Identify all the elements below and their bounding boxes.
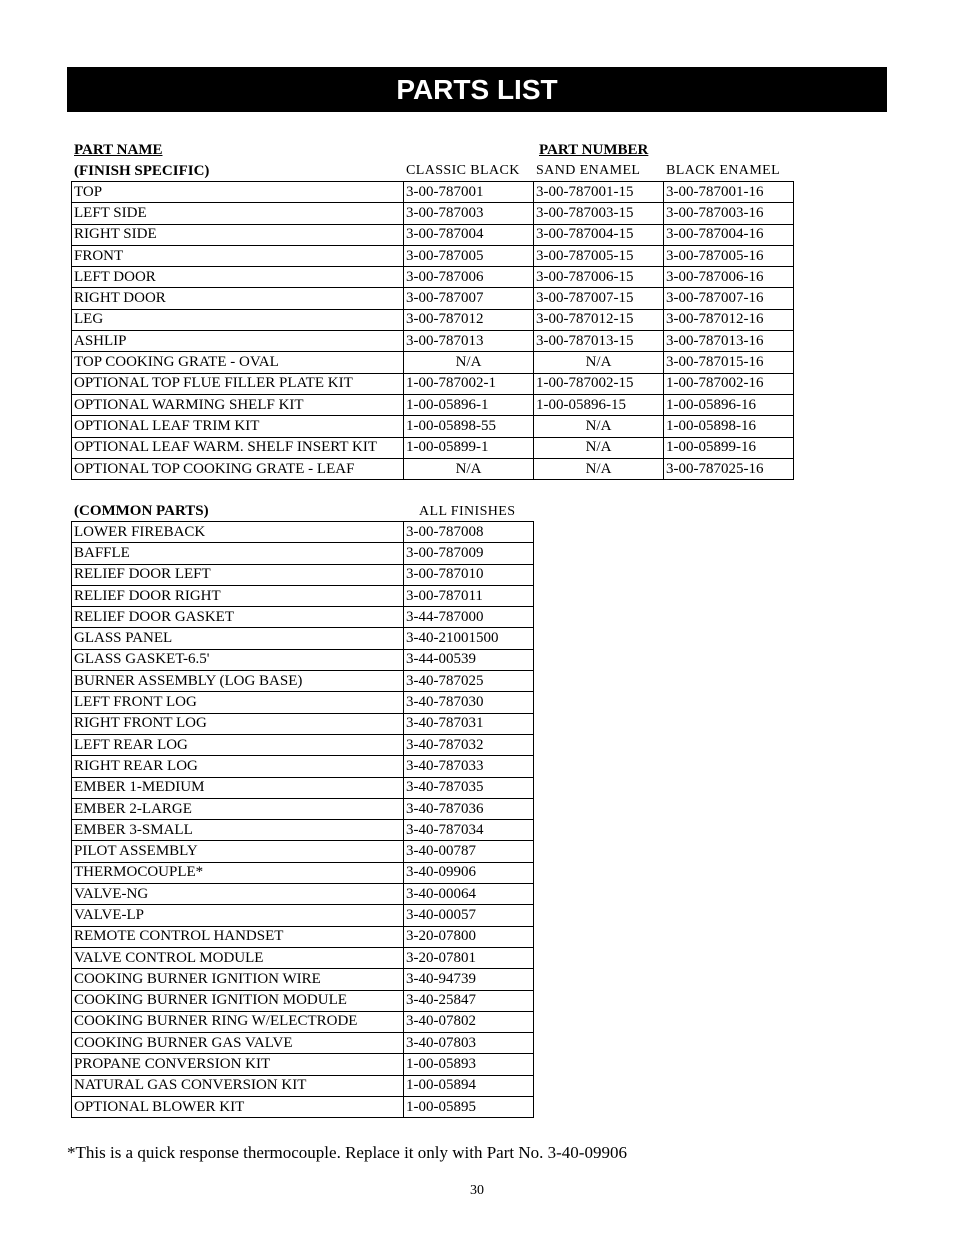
- part-number-cell: 3-00-787013-15: [534, 331, 664, 352]
- part-number-cell: 3-00-787011: [404, 585, 534, 606]
- part-name-cell: LEFT FRONT LOG: [72, 692, 404, 713]
- part-number-cell: 3-00-787013-16: [664, 331, 794, 352]
- part-name-cell: OPTIONAL TOP COOKING GRATE - LEAF: [72, 458, 404, 479]
- table-row: [72, 437, 794, 458]
- table-row: [72, 331, 794, 352]
- table-row: [72, 224, 794, 245]
- part-number-cell: 3-00-787012-16: [664, 309, 794, 330]
- table-row: [72, 671, 534, 692]
- table-row: [72, 820, 534, 841]
- table-row: [72, 458, 794, 479]
- part-name-cell: LEG: [72, 309, 404, 330]
- part-number-cell: 1-00-05895: [404, 1097, 534, 1118]
- part-number-cell: 3-00-787015-16: [664, 352, 794, 373]
- part-number-cell: N/A: [534, 416, 664, 437]
- part-name-cell: RELIEF DOOR LEFT: [72, 564, 404, 585]
- column-black-enamel: BLACK ENAMEL: [666, 163, 781, 178]
- part-number-cell: 3-00-787012-15: [534, 309, 664, 330]
- part-name-cell: OPTIONAL LEAF TRIM KIT: [72, 416, 404, 437]
- part-name-cell: RIGHT FRONT LOG: [72, 713, 404, 734]
- part-name-cell: GLASS PANEL: [72, 628, 404, 649]
- table-row: [72, 1097, 534, 1118]
- part-number-cell: 3-40-07803: [404, 1033, 534, 1054]
- table-row: [72, 862, 534, 883]
- table-row: [72, 841, 534, 862]
- common-parts-table: [71, 521, 534, 1118]
- part-number-cell: 3-40-787031: [404, 713, 534, 734]
- part-number-cell: 3-00-787004: [404, 224, 534, 245]
- table-row: [72, 884, 534, 905]
- part-number-cell: 3-00-787010: [404, 564, 534, 585]
- part-number-cell: 3-40-787025: [404, 671, 534, 692]
- part-name-cell: OPTIONAL LEAF WARM. SHELF INSERT KIT: [72, 437, 404, 458]
- part-number-cell: 1-00-05896-16: [664, 394, 794, 415]
- part-name-cell: LOWER FIREBACK: [72, 522, 404, 543]
- part-number-cell: 3-00-787003-15: [534, 203, 664, 224]
- table-row: [72, 1033, 534, 1054]
- table-row: [72, 203, 794, 224]
- part-name-cell: PROPANE CONVERSION KIT: [72, 1054, 404, 1075]
- part-number-cell: 1-00-05893: [404, 1054, 534, 1075]
- part-number-cell: 3-00-787009: [404, 543, 534, 564]
- table-row: [72, 416, 794, 437]
- table-row: [72, 585, 534, 606]
- part-name-cell: RELIEF DOOR RIGHT: [72, 585, 404, 606]
- part-number-cell: 3-20-07800: [404, 926, 534, 947]
- table-row: [72, 713, 534, 734]
- part-number-cell: 3-00-787003: [404, 203, 534, 224]
- part-number-cell: 1-00-05898-16: [664, 416, 794, 437]
- table-row: [72, 990, 534, 1011]
- thermocouple-footnote: *This is a quick response thermocouple. Replace it only with Part No. 3-40-09906: [67, 1143, 627, 1162]
- table-row: [72, 692, 534, 713]
- part-number-cell: 3-00-787005-16: [664, 245, 794, 266]
- part-number-cell: 3-00-787025-16: [664, 458, 794, 479]
- part-number-cell: 1-00-05899-16: [664, 437, 794, 458]
- part-number-cell: 3-44-787000: [404, 607, 534, 628]
- part-number-cell: 1-00-05899-1: [404, 437, 534, 458]
- part-name-cell: THERMOCOUPLE*: [72, 862, 404, 883]
- part-name-cell: COOKING BURNER IGNITION MODULE: [72, 990, 404, 1011]
- part-number-cell: 1-00-787002-15: [534, 373, 664, 394]
- part-number-cell: 3-00-787005: [404, 245, 534, 266]
- part-name-cell: COOKING BURNER RING W/ELECTRODE: [72, 1011, 404, 1032]
- page-number: 30: [470, 1183, 484, 1198]
- part-number-cell: 1-00-05894: [404, 1075, 534, 1096]
- part-number-cell: 3-40-787036: [404, 798, 534, 819]
- table-row: [72, 309, 794, 330]
- table-row: [72, 352, 794, 373]
- part-number-cell: 3-40-25847: [404, 990, 534, 1011]
- part-number-cell: 1-00-05896-15: [534, 394, 664, 415]
- part-number-cell: 3-00-787007-15: [534, 288, 664, 309]
- part-number-cell: 3-00-787012: [404, 309, 534, 330]
- part-number-cell: 3-00-787008: [404, 522, 534, 543]
- part-number-cell: 3-40-00787: [404, 841, 534, 862]
- part-name-cell: TOP COOKING GRATE - OVAL: [72, 352, 404, 373]
- part-name-cell: RIGHT SIDE: [72, 224, 404, 245]
- table-row: [72, 267, 794, 288]
- finish-specific-subheader: (FINISH SPECIFIC): [74, 163, 210, 179]
- part-number-cell: N/A: [534, 352, 664, 373]
- table-row: [72, 288, 794, 309]
- part-name-cell: EMBER 3-SMALL: [72, 820, 404, 841]
- table-row: [72, 756, 534, 777]
- table-row: [72, 245, 794, 266]
- part-name-cell: OPTIONAL WARMING SHELF KIT: [72, 394, 404, 415]
- table-row: [72, 969, 534, 990]
- table-row: [72, 607, 534, 628]
- part-number-cell: 3-00-787003-16: [664, 203, 794, 224]
- table-row: [72, 905, 534, 926]
- title-banner: [67, 67, 887, 112]
- table-row: [72, 734, 534, 755]
- table-row: [72, 1011, 534, 1032]
- table-row: [72, 777, 534, 798]
- part-number-cell: 3-40-787035: [404, 777, 534, 798]
- part-name-cell: VALVE CONTROL MODULE: [72, 947, 404, 968]
- part-number-cell: 3-20-07801: [404, 947, 534, 968]
- table-row: [72, 394, 794, 415]
- part-number-cell: 3-40-787030: [404, 692, 534, 713]
- part-number-cell: 3-00-787001-15: [534, 182, 664, 203]
- part-name-cell: OPTIONAL TOP FLUE FILLER PLATE KIT: [72, 373, 404, 394]
- table-row: [72, 1054, 534, 1075]
- part-name-cell: RIGHT DOOR: [72, 288, 404, 309]
- part-number-cell: 3-00-787004-16: [664, 224, 794, 245]
- part-name-cell: GLASS GASKET-6.5': [72, 649, 404, 670]
- table-row: [72, 543, 534, 564]
- part-name-cell: EMBER 1-MEDIUM: [72, 777, 404, 798]
- column-all-finishes: ALL FINISHES: [419, 504, 516, 519]
- part-name-cell: LEFT DOOR: [72, 267, 404, 288]
- part-number-cell: N/A: [404, 352, 534, 373]
- part-number-cell: 3-00-787001-16: [664, 182, 794, 203]
- part-name-cell: RIGHT REAR LOG: [72, 756, 404, 777]
- page-title: PARTS LIST: [396, 73, 558, 105]
- part-number-cell: N/A: [534, 458, 664, 479]
- part-number-cell: 1-00-787002-1: [404, 373, 534, 394]
- part-number-cell: 1-00-05898-55: [404, 416, 534, 437]
- part-number-header: PART NUMBER: [539, 142, 649, 158]
- part-name-cell: BAFFLE: [72, 543, 404, 564]
- part-number-cell: 3-40-787033: [404, 756, 534, 777]
- table-row: [72, 628, 534, 649]
- part-name-cell: OPTIONAL BLOWER KIT: [72, 1097, 404, 1118]
- common-parts-subheader: (COMMON PARTS): [74, 503, 209, 519]
- part-number-cell: 3-40-787034: [404, 820, 534, 841]
- part-number-cell: 3-40-09906: [404, 862, 534, 883]
- table-row: [72, 649, 534, 670]
- part-name-cell: BURNER ASSEMBLY (LOG BASE): [72, 671, 404, 692]
- part-number-cell: 3-40-00064: [404, 884, 534, 905]
- part-number-cell: 3-00-787006-16: [664, 267, 794, 288]
- table-row: [72, 798, 534, 819]
- part-name-cell: TOP: [72, 182, 404, 203]
- part-number-cell: 3-00-787005-15: [534, 245, 664, 266]
- part-number-cell: 3-40-07802: [404, 1011, 534, 1032]
- part-number-cell: 3-00-787007: [404, 288, 534, 309]
- part-name-cell: VALVE-LP: [72, 905, 404, 926]
- part-name-cell: FRONT: [72, 245, 404, 266]
- table-row: [72, 182, 794, 203]
- part-number-cell: 3-40-00057: [404, 905, 534, 926]
- table-row: [72, 564, 534, 585]
- part-name-cell: NATURAL GAS CONVERSION KIT: [72, 1075, 404, 1096]
- part-number-cell: 3-00-787006: [404, 267, 534, 288]
- part-number-cell: 1-00-787002-16: [664, 373, 794, 394]
- part-number-cell: 3-00-787001: [404, 182, 534, 203]
- part-number-cell: 3-40-94739: [404, 969, 534, 990]
- part-number-cell: 3-00-787006-15: [534, 267, 664, 288]
- finish-specific-parts-table: [71, 181, 794, 480]
- part-number-cell: N/A: [404, 458, 534, 479]
- part-number-cell: 3-40-21001500: [404, 628, 534, 649]
- table-row: [72, 373, 794, 394]
- part-name-cell: LEFT SIDE: [72, 203, 404, 224]
- table-row: [72, 947, 534, 968]
- column-sand-enamel: SAND ENAMEL: [536, 163, 641, 178]
- part-number-cell: 1-00-05896-1: [404, 394, 534, 415]
- part-name-cell: EMBER 2-LARGE: [72, 798, 404, 819]
- part-number-cell: 3-00-787007-16: [664, 288, 794, 309]
- part-name-cell: VALVE-NG: [72, 884, 404, 905]
- part-name-cell: RELIEF DOOR GASKET: [72, 607, 404, 628]
- table-row: [72, 1075, 534, 1096]
- part-name-cell: COOKING BURNER GAS VALVE: [72, 1033, 404, 1054]
- part-name-cell: REMOTE CONTROL HANDSET: [72, 926, 404, 947]
- part-name-cell: ASHLIP: [72, 331, 404, 352]
- table-row: [72, 522, 534, 543]
- part-name-cell: PILOT ASSEMBLY: [72, 841, 404, 862]
- part-number-cell: 3-44-00539: [404, 649, 534, 670]
- part-name-cell: LEFT REAR LOG: [72, 734, 404, 755]
- part-number-cell: N/A: [534, 437, 664, 458]
- table-row: [72, 926, 534, 947]
- part-number-cell: 3-00-787004-15: [534, 224, 664, 245]
- part-number-cell: 3-00-787013: [404, 331, 534, 352]
- part-number-cell: 3-40-787032: [404, 734, 534, 755]
- part-name-cell: COOKING BURNER IGNITION WIRE: [72, 969, 404, 990]
- column-classic-black: CLASSIC BLACK: [406, 163, 520, 178]
- part-name-header: PART NAME: [74, 142, 163, 158]
